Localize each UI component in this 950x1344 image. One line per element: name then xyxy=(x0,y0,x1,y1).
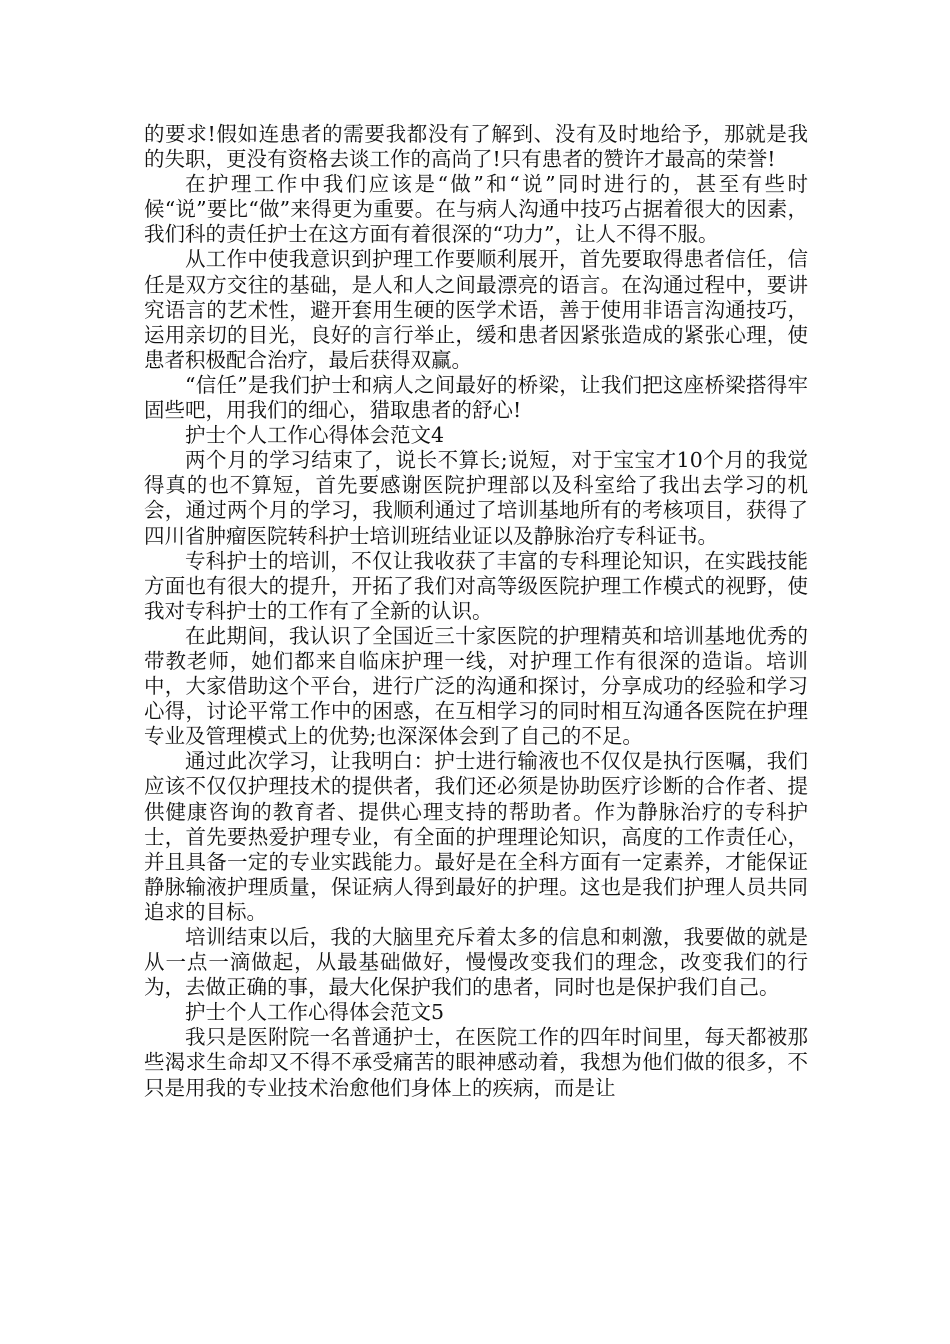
document-body xyxy=(144,122,808,1101)
paragraph: 培训结束以后，我的大脑里充斥着太多的信息和刺激，我要做的就是从一点一滴做起，从最基础做好，慢慢改变我们的理念，改变我们的行为，去做正确的事，最大化保护我们的患者，同时也是保护我们自己。 xyxy=(144,925,808,1000)
paragraph-continuation: 的要求!假如连患者的需要我都没有了解到、没有及时地给予，那就是我的失职，更没有资格去谈工作的高尚了!只有患者的赞许才最高的荣誉! xyxy=(144,122,808,172)
section-heading: 护士个人工作心得体会范文5 xyxy=(185,1000,445,1025)
paragraph: 在此期间，我认识了全国近三十家医院的护理精英和培训基地优秀的带教老师，她们都来自临床护理一线，对护理工作有很深的造诣。培训中，大家借助这个平台，进行广泛的沟通和探讨，分享成功的经验和学习心得，讨论平常工作中的困惑，在互相学习的同时相互沟通各医院在护理专业及管理模式上的优势;也深深体会到了自己的不足。 xyxy=(144,623,808,749)
paragraph: 我只是医附院一名普通护士，在医院工作的四年时间里，每天都被那些渴求生命却又不得不承受痛苦的眼神感动着，我想为他们做的很多，不只是用我的专业技术治愈他们身体上的疾病，而是让 xyxy=(144,1025,808,1100)
paragraph: “信任”是我们护士和病人之间最好的桥梁，让我们把这座桥梁搭得牢固些吧，用我们的细心，猎取患者的舒心! xyxy=(144,372,808,423)
paragraph: 通过此次学习，让我明白：护士进行输液也不仅仅是执行医嘱，我们应该不仅仅护理技术的提供者，我们还必须是协助医疗诊断的合作者、提供健康咨询的教育者、提供心理支持的帮助者。作为静脉治疗的专科护士，首先要热爱护理专业，有全面的护理理论知识，高度的工作责任心，并且具备一定的专业实践能力。最好是在全科方面有一定素养，才能保证静脉输液护理质量，保证病人得到最好的护理。这也是我们护理人员共同追求的目标。 xyxy=(144,749,808,924)
paragraph: 专科护士的培训，不仅让我收获了丰富的专科理论知识，在实践技能方面也有很大的提升，开拓了我们对高等级医院护理工作模式的视野，使我对专科护士的工作有了全新的认识。 xyxy=(144,548,808,623)
paragraph: 从工作中使我意识到护理工作要顺利展开，首先要取得患者信任，信任是双方交往的基础，是人和人之间最漂亮的语言。在沟通过程中，要讲究语言的艺术性，避开套用生硬的医学术语，善于使用非语言沟通技巧，运用亲切的目光，良好的言行举止，缓和患者因紧张造成的紧张心理，使患者积极配合治疗，最后获得双赢。 xyxy=(144,247,808,372)
paragraph: 两个月的学习结束了，说长不算长;说短，对于宝宝才10个月的我觉得真的也不算短，首先要感谢医院护理部以及科室给了我出去学习的机会，通过两个月的学习，我顺利通过了培训基地所有的考核项目，获得了四川省肿瘤医院转科护士培训班结业证以及静脉治疗专科证书。 xyxy=(144,448,808,548)
section-heading: 护士个人工作心得体会范文4 xyxy=(185,423,445,448)
paragraph: 在护理工作中我们应该是“做”和“说”同时进行的，甚至有些时候“说”要比“做”来得更为重要。在与病人沟通中技巧占据着很大的因素，我们科的责任护士在这方面有着很深的“功力”，让人不得不服。 xyxy=(144,172,808,247)
